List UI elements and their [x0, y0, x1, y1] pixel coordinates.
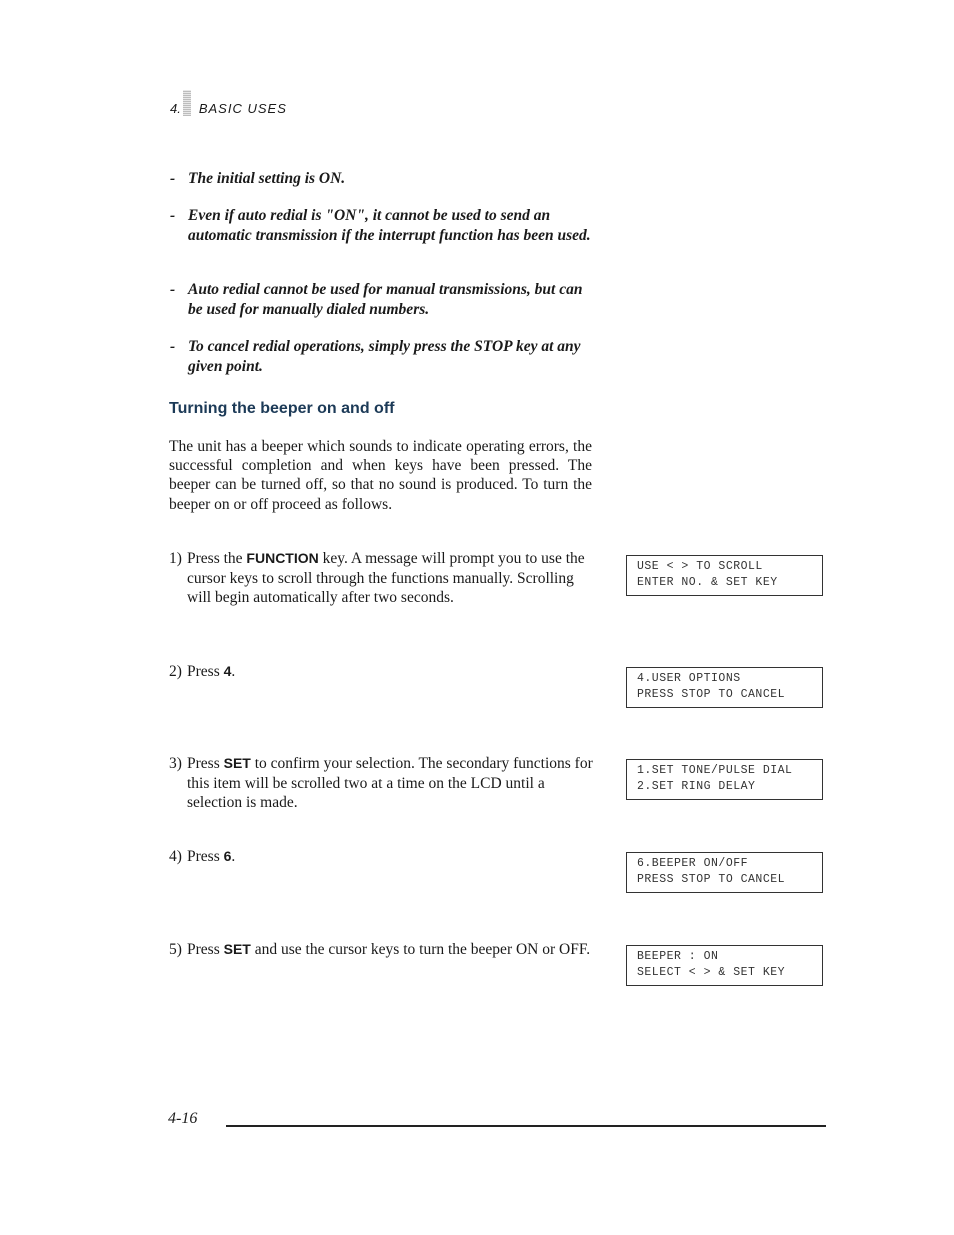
key-name: 6 [223, 848, 232, 864]
lcd-line: 4.USER OPTIONS [637, 672, 741, 685]
section-header [170, 92, 287, 116]
note-item [170, 337, 595, 376]
note-dash: - [170, 207, 176, 224]
step-text: Press the FUNCTION key. A message will prompt you to use the cursor keys to scroll through the functions manually. Scrolling will begin automatically after two seconds. [187, 550, 585, 606]
step-number: 3) [169, 755, 182, 772]
note-text: The initial setting is ON. [188, 170, 346, 187]
note-text: To cancel redial operations, simply press the STOP key at any given point. [188, 338, 581, 375]
step-text: Press 4. [187, 663, 236, 680]
key-name: FUNCTION [246, 550, 319, 566]
step-number: 2) [169, 663, 182, 680]
step-number: 4) [169, 848, 182, 865]
key-name: SET [223, 755, 251, 771]
step-item [169, 549, 594, 608]
section-marker-bar [183, 90, 191, 116]
note-dash: - [170, 338, 176, 355]
note-text: Auto redial cannot be used for manual transmissions, but can be used for manually dialed numbers. [188, 281, 583, 318]
step-text: Press 6. [187, 848, 236, 865]
lcd-line: PRESS STOP TO CANCEL [637, 688, 786, 701]
note-item [170, 206, 595, 245]
step-item [169, 754, 594, 813]
step-text: Press SET to confirm your selection. The secondary functions for this item will be scrolled two at a time on the LCD until a selection is made. [187, 755, 593, 811]
lcd-line: USE < > TO SCROLL [637, 560, 763, 573]
section-number: 4. [170, 101, 181, 116]
note-item [170, 169, 595, 189]
step-item [169, 847, 594, 867]
section-heading: Turning the beeper on and off [169, 400, 395, 417]
section-paragraph: The unit has a beeper which sounds to indicate operating errors, the successful completion and when keys have been pressed. The beeper can be turned off, so that no sound is produced. To turn the beeper on or off proceed as follows. [169, 438, 592, 513]
note-dash: - [170, 170, 176, 187]
lcd-line: 1.SET TONE/PULSE DIAL [637, 764, 793, 777]
section-title: BASIC USES [198, 101, 287, 116]
step-item [169, 662, 594, 682]
lcd-line: SELECT < > & SET KEY [637, 966, 786, 979]
footer-rule [226, 1125, 826, 1127]
note-dash: - [170, 281, 176, 298]
step-number: 1) [169, 550, 182, 567]
step-text: Press SET and use the cursor keys to turn the beeper ON or OFF. [187, 941, 591, 958]
key-name: SET [223, 941, 251, 957]
lcd-line: BEEPER : ON [637, 950, 719, 963]
key-name: 4 [223, 663, 232, 679]
lcd-display [626, 759, 823, 800]
lcd-line: 6.BEEPER ON/OFF [637, 857, 749, 870]
lcd-line: 2.SET RING DELAY [637, 780, 756, 793]
lcd-display [626, 555, 823, 596]
lcd-display [626, 945, 823, 986]
note-text: Even if auto redial is "ON", it cannot be used to send an automatic transmission if the interrupt function has been used. [188, 207, 591, 244]
step-item [169, 940, 594, 960]
step-number: 5) [169, 941, 182, 958]
note-item [170, 280, 595, 319]
lcd-display [626, 667, 823, 708]
page-number: 4-16 [168, 1110, 198, 1127]
lcd-line: PRESS STOP TO CANCEL [637, 873, 786, 886]
lcd-display [626, 852, 823, 893]
lcd-line: ENTER NO. & SET KEY [637, 576, 778, 589]
